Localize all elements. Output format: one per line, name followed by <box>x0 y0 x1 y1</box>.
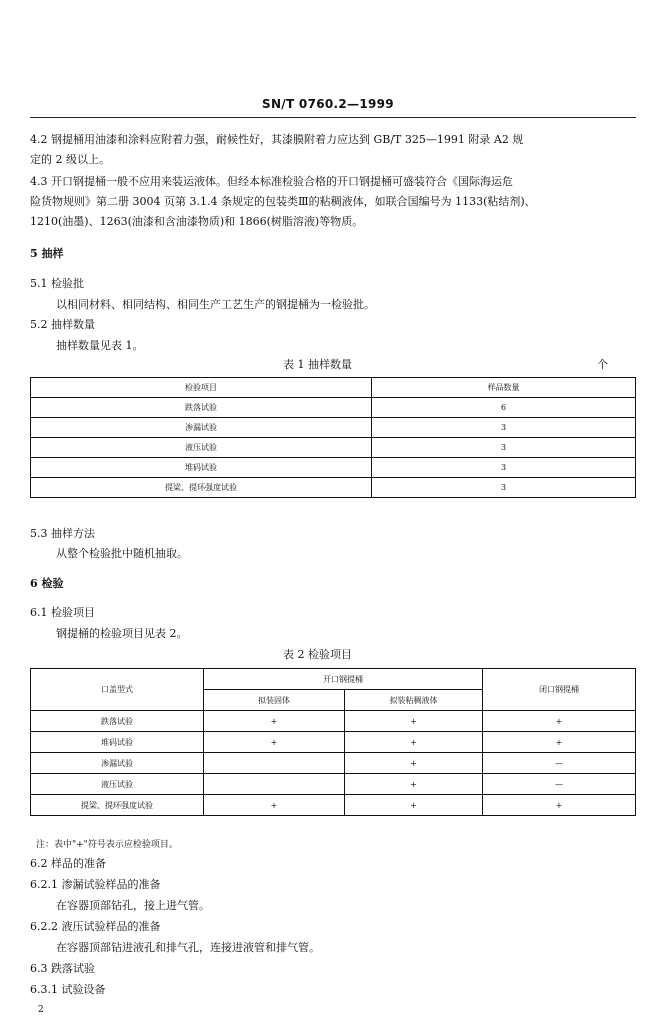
table-cell: 液压试验 <box>31 774 204 795</box>
para-4-3-line2: 险货物规则》第二册 3004 页第 3.1.4 条规定的包装类Ⅲ的粘稠液体，如联合国编号为 1133(粘结剂)、 <box>30 195 536 208</box>
table-cell: + <box>483 795 636 816</box>
table1 <box>30 377 636 498</box>
table1-header-item: 检验项目 <box>31 378 372 398</box>
table-cell: + <box>204 711 345 732</box>
table-cell <box>204 774 345 795</box>
header-rule <box>30 117 636 118</box>
page-number: 2 <box>38 1005 44 1015</box>
table-cell: + <box>345 732 483 753</box>
table-cell: 跌落试验 <box>31 711 204 732</box>
table2-header-open-liquid: 拟装粘稠液体 <box>345 690 483 711</box>
table-cell: — <box>483 753 636 774</box>
table2-header-type: 口盖型式 <box>31 669 204 711</box>
section-5-2-heading: 5.2 抽样数量 <box>30 318 95 331</box>
table-cell: 渗漏试验 <box>31 418 372 438</box>
section-6-2-1-heading: 6.2.1 渗漏试验样品的准备 <box>30 878 161 891</box>
section-5-2-body: 抽样数量见表 1。 <box>56 339 144 352</box>
section-6-2-1-body: 在容器顶部钻孔，接上进气管。 <box>56 899 210 912</box>
document-header: SN/T 0760.2—1999 <box>262 97 394 111</box>
section-5-1-body: 以相同材料、相同结构、相同生产工艺生产的钢提桶为一检验批。 <box>56 298 375 311</box>
table-row <box>31 458 636 478</box>
table-cell <box>204 753 345 774</box>
section-6-2-2-heading: 6.2.2 液压试验样品的准备 <box>30 920 161 933</box>
table-cell: + <box>204 732 345 753</box>
table-row <box>31 378 636 398</box>
table-row <box>31 478 636 498</box>
table2-header-open-solid: 拟装固体 <box>204 690 345 711</box>
table-cell: — <box>483 774 636 795</box>
table-row <box>31 732 636 753</box>
table-cell: 液压试验 <box>31 438 372 458</box>
table2-header-closed: 闭口钢提桶 <box>483 669 636 711</box>
table-cell: + <box>345 774 483 795</box>
table-row <box>31 753 636 774</box>
table2-caption: 表 2 检验项目 <box>283 648 352 661</box>
para-4-3-line3: 1210(油墨)、1263(油漆和含油漆物质)和 1866(树脂溶液)等物质。 <box>30 215 364 228</box>
table-cell: 渗漏试验 <box>31 753 204 774</box>
table1-header-count: 样品数量 <box>372 378 636 398</box>
section-5-1-heading: 5.1 检验批 <box>30 277 84 290</box>
table-cell: + <box>345 753 483 774</box>
section-6-3-1-heading: 6.3.1 试验设备 <box>30 983 106 996</box>
table-row <box>31 418 636 438</box>
table2 <box>30 668 636 816</box>
table-cell: + <box>483 711 636 732</box>
table-cell: 6 <box>372 398 636 418</box>
table2-note: 注：表中"+"符号表示应检验项目。 <box>36 840 178 850</box>
table-cell: 堆码试验 <box>31 458 372 478</box>
table-cell: 堆码试验 <box>31 732 204 753</box>
para-4-2-line1: 4.2 钢提桶用油漆和涂料应附着力强，耐候性好，其漆膜附着力应达到 GB/T 325—1991 附录 A2 规 <box>30 133 524 146</box>
table-cell: 提梁、提环强度试验 <box>31 795 204 816</box>
para-4-2-line2: 定的 2 级以上。 <box>30 153 110 166</box>
section-6-1-heading: 6.1 检验项目 <box>30 606 95 619</box>
section-5-3-body: 从整个检验批中随机抽取。 <box>56 547 188 560</box>
table-cell: + <box>345 795 483 816</box>
table-row <box>31 398 636 418</box>
table-cell: 跌落试验 <box>31 398 372 418</box>
section-5-heading: 5 抽样 <box>30 247 64 260</box>
table-cell: + <box>483 732 636 753</box>
table-row <box>31 795 636 816</box>
table-cell: 3 <box>372 458 636 478</box>
section-6-1-body: 钢提桶的检验项目见表 2。 <box>56 627 188 640</box>
section-6-2-2-body: 在容器顶部钻进液孔和排气孔，连接进液管和排气管。 <box>56 941 320 954</box>
section-5-3-heading: 5.3 抽样方法 <box>30 527 95 540</box>
para-4-3-line1: 4.3 开口钢提桶一般不应用来装运液体。但经本标准检验合格的开口钢提桶可盛装符合《国际海运危 <box>30 175 513 188</box>
section-6-heading: 6 检验 <box>30 577 64 590</box>
table-cell: 提梁、提环强度试验 <box>31 478 372 498</box>
table1-caption: 表 1 抽样数量 <box>283 358 352 371</box>
table-cell: 3 <box>372 418 636 438</box>
table-cell: 3 <box>372 438 636 458</box>
table-cell: + <box>345 711 483 732</box>
table2-header-open: 开口钢提桶 <box>204 669 483 690</box>
section-6-3-heading: 6.3 跌落试验 <box>30 962 95 975</box>
section-6-2-heading: 6.2 样品的准备 <box>30 857 106 870</box>
table-row <box>31 711 636 732</box>
table-cell: 3 <box>372 478 636 498</box>
table-row <box>31 774 636 795</box>
table-row <box>31 669 636 690</box>
table1-unit: 个 <box>597 358 608 371</box>
table-cell: + <box>204 795 345 816</box>
table-row <box>31 438 636 458</box>
